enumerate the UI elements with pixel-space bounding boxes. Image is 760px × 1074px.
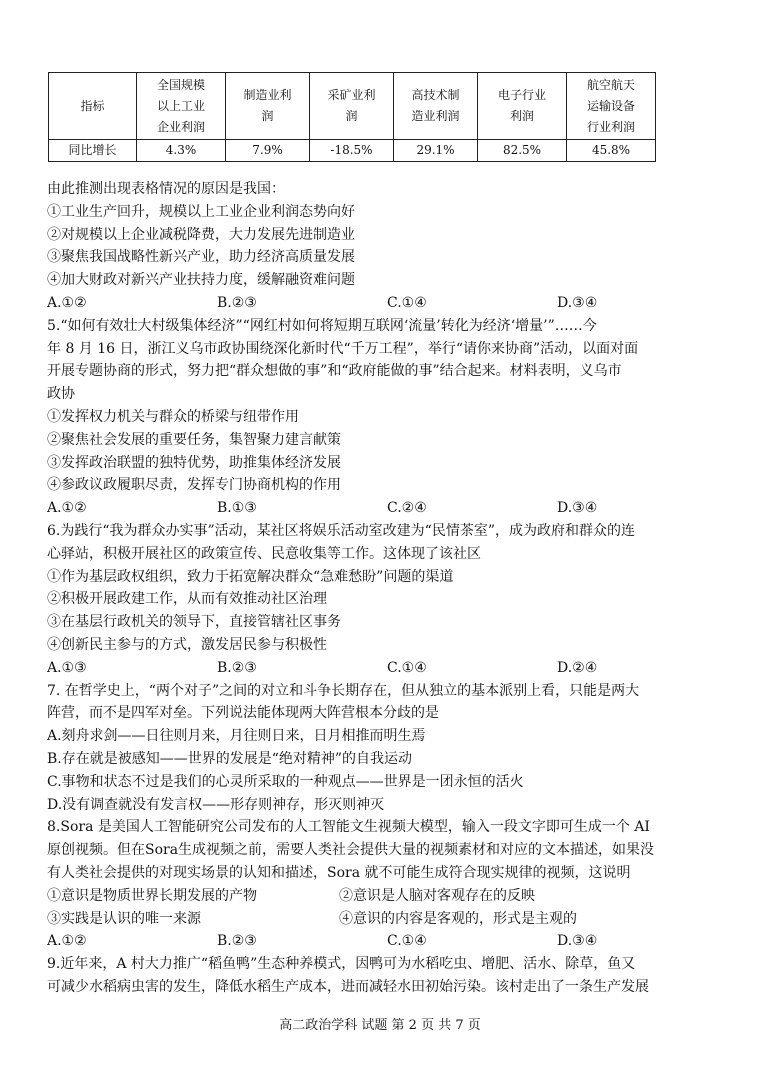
question-stem-line: 可减少水稻病虫害的发生，降低水稻生产成本，进而减轻水田初始污染。该村走出了一条生产发展	[47, 978, 649, 995]
table-header-cell: 指标	[49, 73, 137, 140]
question-stem: 由此推测出现表格情况的原因是我国：	[47, 181, 285, 197]
table-cell: 7.9%	[226, 140, 310, 162]
statement-item: ①作为基层政权组织，致力于拓宽解决群众“急难愁盼”问题的渠道	[47, 568, 454, 585]
answer-option: C.①④	[387, 659, 427, 676]
answer-option: C.①④	[387, 933, 427, 950]
statement-pair	[47, 908, 727, 931]
answer-option: B.①③	[217, 500, 257, 517]
statement-item: ③聚焦我国战略性新兴产业，助力经济高质量发展	[47, 249, 355, 266]
statement-item: ②意识是人脑对客观存在的反映	[339, 887, 535, 904]
table-cell: 29.1%	[394, 140, 478, 162]
answer-option: A.①②	[47, 933, 87, 950]
statement-item: ③在基层行政机关的领导下，直接管辖社区事务	[47, 614, 341, 631]
answer-option: D.③④	[557, 500, 598, 517]
table-row	[49, 140, 656, 162]
question-4	[47, 178, 727, 315]
answer-options	[47, 657, 727, 680]
table-header-row	[49, 73, 656, 140]
question-stem-line: 开展专题协商的形式，努力把“群众想做的事”和“政府能做的事”结合起来。材料表明，义乌市	[47, 363, 622, 380]
statement-item: ①工业生产回升，规模以上工业企业利润态势向好	[47, 203, 355, 220]
table-header-cell: 电子行业 利润	[478, 73, 567, 140]
answer-option: B.②③	[217, 294, 257, 311]
question-6	[47, 520, 727, 680]
answer-options	[47, 292, 727, 315]
table-cell: 82.5%	[478, 140, 567, 162]
statement-item: ④参政议政履职尽责，发挥专门协商机构的作用	[47, 477, 341, 494]
question-9	[47, 953, 727, 999]
table-cell: -18.5%	[310, 140, 394, 162]
answer-option: A.①②	[47, 500, 87, 517]
answer-choice: C.事物和状态不过是我们的心灵所采取的一种观点——世界是一团永恒的活火	[47, 773, 524, 790]
table-header-cell: 高技术制 造业利润	[394, 73, 478, 140]
answer-option: A.①③	[47, 659, 87, 676]
question-content	[47, 178, 727, 999]
statistics-table	[48, 72, 656, 162]
question-stem-line: 6.为践行“我为群众办实事”活动，某社区将娱乐活动室改建为“民情茶室”，成为政府和群众的连	[47, 522, 635, 539]
question-stem-line: 9.近年来，A 村大力推广“稻鱼鸭”生态种养模式，因鸭可为水稻吃虫、增肥、活水、除草，鱼又	[47, 956, 636, 973]
question-stem-line: 政协	[47, 386, 75, 403]
statement-item: ①发挥权力机关与群众的桥梁与纽带作用	[47, 408, 299, 425]
table-header-cell: 航空航天 运输设备 行业利润	[567, 73, 656, 140]
statement-item: ②对规模以上企业减税降费，大力发展先进制造业	[47, 226, 355, 243]
question-5	[47, 315, 727, 520]
table-header-cell: 全国规模 以上工业 企业利润	[137, 73, 226, 140]
statement-pair	[47, 885, 727, 908]
table-header-cell: 制造业利 润	[226, 73, 310, 140]
table-cell: 同比增长	[49, 140, 137, 162]
answer-option: D.③④	[557, 294, 598, 311]
answer-option: D.②④	[557, 659, 598, 676]
statement-item: ④意识的内容是客观的，形式是主观的	[339, 910, 577, 927]
statement-item: ②聚焦社会发展的重要任务，集智聚力建言献策	[47, 431, 341, 448]
question-stem-line: 阵营，而不是四军对垒。下列说法能体现两大阵营根本分歧的是	[47, 705, 439, 722]
answer-choice: A.刻舟求剑——日往则月来，月往则日来，日月相推而明生焉	[47, 728, 426, 745]
statement-item: ①意识是物质世界长期发展的产物	[47, 887, 257, 904]
question-stem-line: 有人类社会提供的对现实场景的认知和描述，Sora 就不可能生成符合现实规律的视频，这说明	[47, 864, 631, 881]
answer-options	[47, 930, 727, 953]
statement-item: ④加大财政对新兴产业扶持力度，缓解融资难问题	[47, 272, 355, 289]
answer-option: C.①④	[387, 294, 427, 311]
statement-item: ②积极开展政建工作，从而有效推动社区治理	[47, 591, 327, 608]
answer-option: B.②③	[217, 659, 257, 676]
question-stem-line: 8.Sora 是美国人工智能研究公司发布的人工智能文生视频大模型，输入一段文字即可生成一个 AI	[47, 819, 650, 836]
question-8	[47, 816, 727, 953]
answer-option: D.③④	[557, 933, 598, 950]
question-stem-line: 年 8 月 16 日，浙江义乌市政协围绕深化新时代“千万工程”，举行“请你来协商”活动，以面对面	[47, 340, 639, 357]
answer-option: B.②③	[217, 933, 257, 950]
statement-item: ③发挥政治联盟的独特优势，助推集体经济发展	[47, 454, 341, 471]
page-footer: 高二政治学科 试题 第 2 页 共 7 页	[279, 1018, 481, 1033]
table-header-cell: 采矿业利 润	[310, 73, 394, 140]
question-stem-line: 原创视频。但在Sora生成视频之前，需要人类社会提供大量的视频素材和对应的文本描述，如果没	[47, 842, 655, 859]
table-cell: 4.3%	[137, 140, 226, 162]
answer-options	[47, 497, 727, 520]
answer-option: A.①②	[47, 294, 87, 311]
table-cell: 45.8%	[567, 140, 656, 162]
answer-choice: B.存在就是被感知——世界的发展是“绝对精神”的自我运动	[47, 750, 413, 767]
question-7	[47, 680, 727, 817]
answer-choice: D.没有调查就没有发言权——形存则神存，形灭则神灭	[47, 796, 385, 813]
statement-item: ④创新民主参与的方式，激发居民参与积极性	[47, 636, 327, 653]
question-stem-line: 5.“如何有效壮大村级集体经济”“网红村如何将短期互联网‘流量’转化为经济‘增量’”……今	[47, 317, 597, 334]
statement-item: ③实践是认识的唯一来源	[47, 910, 201, 927]
question-stem-line: 心驿站，积极开展社区的政策宣传、民意收集等工作。这体现了该社区	[47, 545, 481, 562]
answer-option: C.②④	[387, 500, 427, 517]
question-stem-line: 7. 在哲学史上，“两个对子”之间的对立和斗争长期存在，但从独立的基本派别上看，只能是两大	[47, 682, 640, 699]
